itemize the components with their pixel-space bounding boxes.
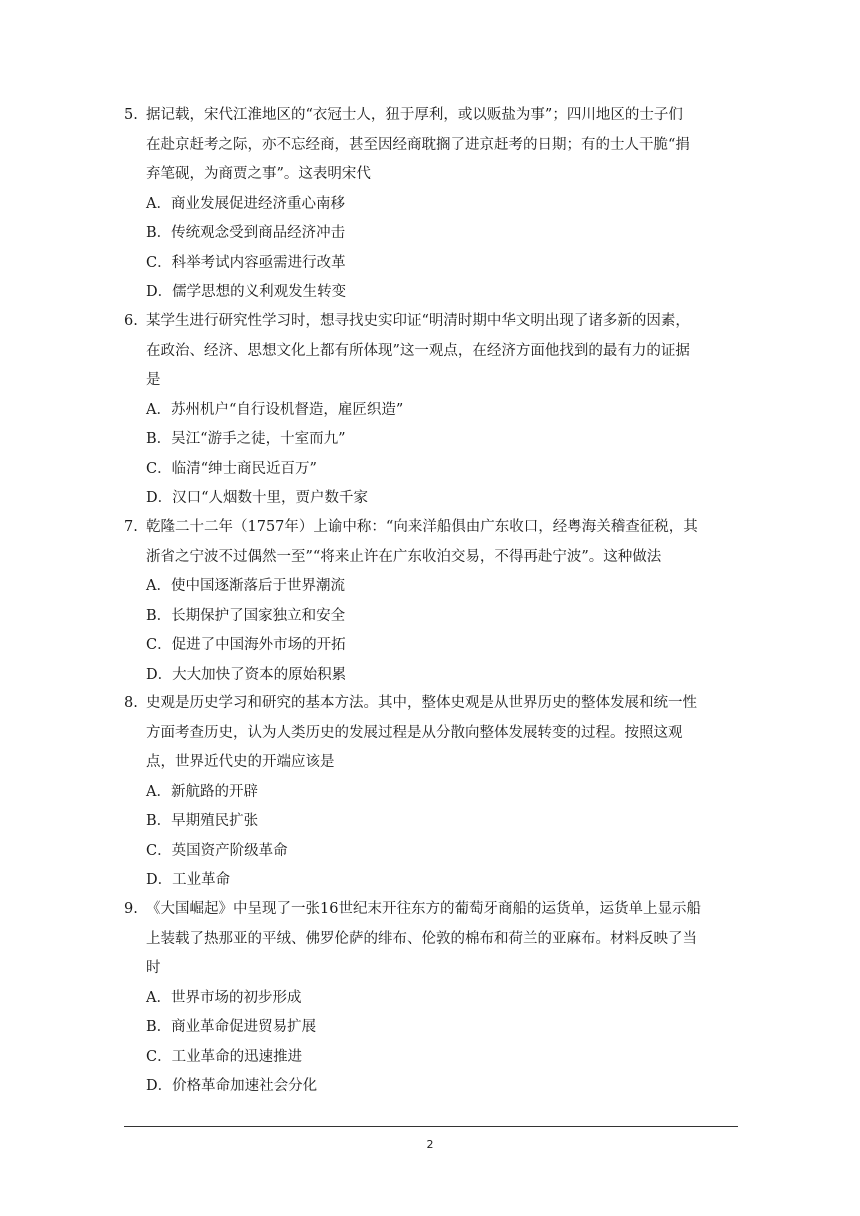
question-stem-line: 6. 某学生进行研究性学习时，想寻找史实印证“明清时期中华文明出现了诸多新的因素， (124, 307, 744, 337)
option-b: B．吴江“游手之徒，十室而九” (146, 431, 346, 447)
option-a: A．世界市场的初步形成 (146, 989, 302, 1006)
question-stem-line: 方面考查历史，认为人类历史的发展过程是从分散向整体发展转变的过程。按照这观 (146, 724, 683, 741)
option-d: D．价格革命加速社会分化 (146, 1078, 318, 1094)
option-d: D．汉口“人烟数十里，贾户数千家 (146, 490, 369, 506)
question-8 (124, 689, 744, 896)
option-c: C．促进了中国海外市场的开拓 (146, 637, 346, 653)
question-9 (124, 895, 744, 1102)
option-b: B．传统观念受到商品经济冲击 (146, 225, 346, 241)
option-b: B．长期保护了国家独立和安全 (146, 607, 346, 624)
option-a: A．新航路的开辟 (146, 783, 258, 800)
question-stem-line: 5. 据记载，宋代江淮地区的“衣冠士人，狃于厚利，或以贩盐为事”；四川地区的士子们 (124, 101, 744, 131)
question-7 (124, 513, 744, 690)
footer-divider (124, 1126, 738, 1127)
option-a: A．商业发展促进经济重心南移 (146, 195, 345, 212)
option-c: C．科举考试内容亟需进行改革 (146, 254, 346, 271)
question-stem-line: 点，世界近代史的开端应该是 (146, 754, 335, 770)
question-stem-line: 在赴京赶考之际，亦不忘经商，甚至因经商耽搁了进京赶考的日期；有的士人干脆“捐 (146, 136, 690, 153)
question-stem-line: 时 (146, 960, 161, 976)
option-b: B．商业革命促进贸易扩展 (146, 1019, 317, 1035)
question-6 (124, 307, 744, 514)
question-5 (124, 101, 744, 308)
question-stem-line: 是 (146, 372, 161, 388)
option-a: A．使中国逐渐落后于世界潮流 (146, 578, 345, 594)
option-c: C．临清“绅士商民近百万” (146, 460, 317, 477)
question-number: 9. (124, 901, 138, 917)
question-stem-line: 弃笔砚，为商贾之事”。这表明宋代 (146, 166, 371, 182)
question-stem-line: 浙省之宁波不过偶然一至”“将来止许在广东收泊交易，不得再赴宁波”。这种做法 (146, 548, 662, 565)
question-stem-line: 7. 乾隆二十二年（1757年）上谕中称：“向来洋船俱由广东收口，经粤海关稽查征税，其 (124, 513, 744, 543)
option-c: C．工业革命的迅速推进 (146, 1048, 303, 1065)
question-number: 7. (124, 519, 138, 535)
option-d: D．工业革命 (146, 872, 231, 888)
option-d: D．大大加快了资本的原始积累 (146, 666, 347, 683)
option-b: B．早期殖民扩张 (146, 813, 259, 829)
question-number: 5. (124, 107, 138, 123)
question-stem-line: 9. 《大国崛起》中呈现了一张16世纪末开往东方的葡萄牙商船的运货单，运货单上显示船 (124, 895, 744, 925)
question-stem-line: 上装载了热那亚的平绒、佛罗伦萨的绯布、伦敦的棉布和荷兰的亚麻布。材料反映了当 (146, 930, 697, 947)
option-d: D．儒学思想的义利观发生转变 (146, 284, 347, 300)
page-number: 2 (426, 1138, 434, 1151)
question-stem-line: 8. 史观是历史学习和研究的基本方法。其中，整体史观是从世界历史的整体发展和统一性 (124, 689, 744, 719)
question-number: 8. (124, 695, 138, 711)
question-number: 6. (124, 313, 138, 329)
question-stem-line: 在政治、经济、思想文化上都有所体现”这一观点，在经济方面他找到的最有力的证据 (146, 342, 690, 359)
option-c: C．英国资产阶级革命 (146, 842, 288, 859)
option-a: A．苏州机户“自行设机督造，雇匠织造” (146, 401, 404, 418)
